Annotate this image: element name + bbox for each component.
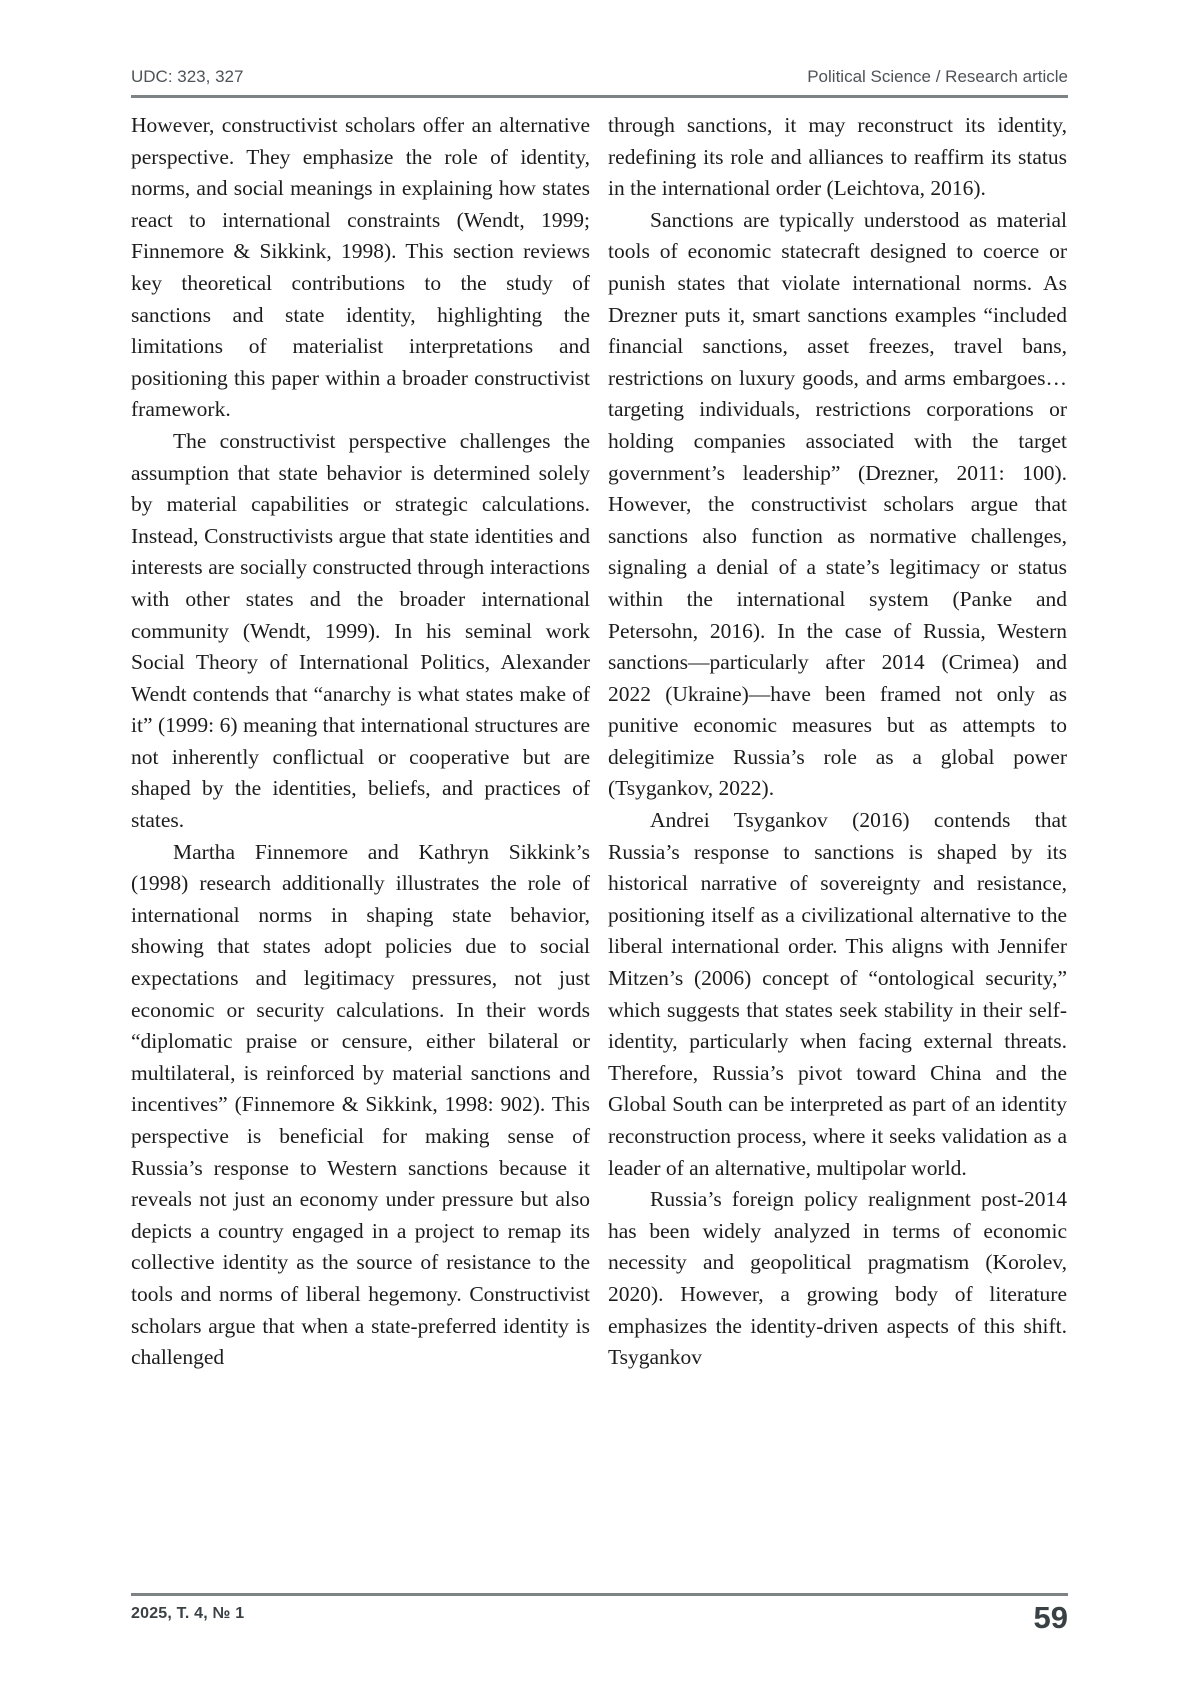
article-body	[131, 110, 1068, 1374]
issue-label: 2025, Т. 4, № 1	[131, 1605, 245, 1622]
page-header	[131, 68, 1068, 85]
paragraph-right-2: Sanctions are typically understood as material tools of economic statecraft designed to coerce or punish states that violate international norms. As Drezner puts it, smart sanctions examples “included financial sanctions, asset freezes, travel bans, restrictions on luxury goods, and arms embargoes… targeting individuals, restrictions corporations or holding companies associated with the target government’s leadership” (Drezner, 2011: 100). However, the constructivist scholars argue that sanctions also function as normative challenges, signaling a denial of a state’s legitimacy or status within the international system (Panke and Petersohn, 2016). In the case of Russia, Western sanctions—particularly after 2014 (Crimea) and 2022 (Ukraine)—have been framed not only as punitive economic measures but as attempts to delegitimize Russia’s role as a global power (Tsygankov, 2022).	[608, 207, 1067, 801]
paragraph-left-1: However, constructivist scholars offer an alternative perspective. They emphasize the role of identity, norms, and social meanings in explaining how states react to international constraints (Wendt, 1999; Finnemore & Sikkink, 1998). This section reviews key theoretical contributions to the study of sanctions and state identity, highlighting the limitations of materialist interpretations and positioning this paper within a broader constructivist framework.	[131, 113, 590, 422]
page-number: 59	[1033, 1600, 1068, 1635]
page-content	[131, 0, 1068, 1374]
paragraph-left-3: Martha Finnemore and Kathryn Sikkink’s (1998) research additionally illustrates the role of international norms in shaping state behavior, showing that states adopt policies due to social expectations and legitimacy pressures, not just economic or security calculations. In their words “diplomatic praise or censure, either bilateral or multilateral, is reinforced by material sanctions and incentives” (Finnemore & Sikkink, 1998: 902). This perspective is beneficial for making sense of Russia’s response to Western sanctions because it reveals not just an economy under pressure but also depicts a country engaged in a project to remap its collective identity as the source of resistance to the tools and norms of liberal hegemony. Constructivist scholars argue that when a state-preferred identity is challenged	[131, 839, 590, 1370]
section-label: Political Science / Research article	[807, 67, 1068, 86]
paragraph-right-3: Andrei Tsygankov (2016) contends that Russia’s response to sanctions is shaped by its historical narrative of sovereignty and resistance, positioning itself as a civilizational alternative to the liberal international order. This aligns with Jennifer Mitzen’s (2006) concept of “ontological security,” which suggests that states seek stability in their self-identity, particularly when facing external threats. Therefore, Russia’s pivot toward China and the Global South can be interpreted as part of an identity reconstruction process, where it seeks validation as a leader of an alternative, multipolar world.	[608, 808, 1067, 1180]
column-left	[131, 110, 590, 1374]
footer-row	[131, 1596, 1068, 1633]
column-right	[608, 110, 1067, 1374]
page-footer	[131, 1593, 1068, 1633]
paragraph-left-2: The constructivist perspective challenges the assumption that state behavior is determined solely by material capabilities or strategic calculations. Instead, Constructivists argue that state identities and interests are socially constructed through interactions with other states and the broader international community (Wendt, 1999). In his seminal work Social Theory of International Politics, Alexander Wendt contends that “anarchy is what states make of it” (1999: 6) meaning that international structures are not inherently conflictual or cooperative but are shaped by the identities, beliefs, and practices of states.	[131, 428, 590, 833]
udc-label: UDC: 323, 327	[131, 67, 244, 86]
header-rule	[131, 95, 1068, 98]
paragraph-right-1: through sanctions, it may reconstruct its identity, redefining its role and alliances to reaffirm its status in the international order (Leichtova, 2016).	[608, 113, 1067, 201]
paragraph-right-4: Russia’s foreign policy realignment post-2014 has been widely analyzed in terms of economic necessity and geopolitical pragmatism (Korolev, 2020). However, a growing body of literature emphasizes the identity-driven aspects of this shift. Tsygankov	[608, 1187, 1067, 1370]
